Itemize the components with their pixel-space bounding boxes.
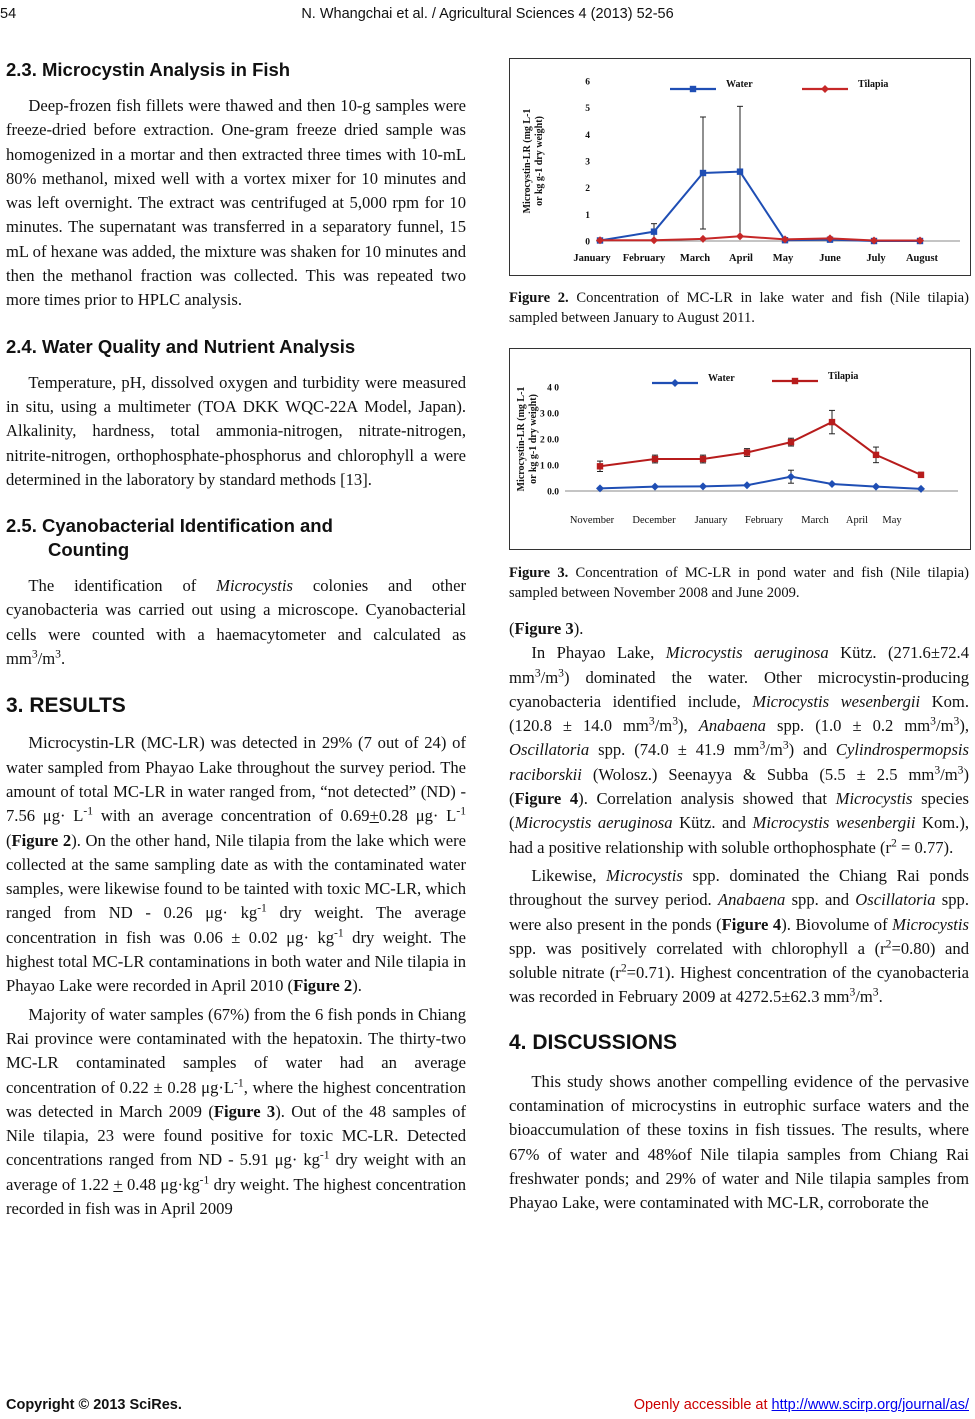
data-point-tilapia — [736, 232, 744, 240]
x-tick-label: November — [569, 515, 615, 526]
data-point-water — [651, 228, 657, 234]
open-access-note: Openly accessible at http://www.scirp.org/journal/as/ — [633, 1397, 969, 1413]
y-tick-label: 4 0 — [547, 383, 559, 394]
legend-label-tilapia: Tilapia — [858, 79, 889, 90]
legend-label-water: Water — [726, 79, 753, 90]
figure-3-box — [509, 348, 971, 550]
y-axis-label — [516, 387, 539, 492]
data-point-tilapia — [744, 449, 750, 455]
y-tick-label: 6 — [585, 77, 590, 88]
data-point-tilapia — [873, 452, 879, 458]
data-point-tilapia — [918, 472, 924, 478]
y-tick-label: 2 — [585, 184, 590, 195]
results-paragraph-1: Microcystin-LR (MC-LR) was detected in 29% (7 out of 24) of water sampled from Phayao Lake throughout the survey period. The amount of total MC-LR in water ranged from, “not detected” (ND) - 7.56 $\mu g\cdot L^{-1}$ with an average concentration of 0.69+0.28 $\mu g\cdot L^{-1}$ (Figure 2). On the other hand, Nile tilapia from the lake which were collected at the same sampling date as with the contaminated water samples, were likewise found to be tainted with toxic MC-LR, which ranged from ND - 0.26 $\mu g\cdot kg^{-1}$ dry weight. The average concentration in fish was 0.06 ± 0.02 $\mu g\cdot kg^{-1}$ dry weight. The highest total MC-LR contaminations in both water and Nile tilapia in Phayao Lake were recorded in April 2010 (Figure 2). — [6, 733, 467, 996]
data-point-water — [651, 483, 659, 491]
y-tick-label: 4 — [585, 130, 590, 141]
y-tick-label: 1 0.0 — [540, 461, 559, 472]
legend-marker-tilapia — [792, 378, 798, 384]
x-tick-label: January — [694, 515, 728, 526]
data-point-water — [872, 483, 880, 491]
data-point-tilapia — [652, 456, 658, 462]
x-tick-label: February — [622, 253, 666, 264]
legend-label-tilapia: Tilapia — [828, 371, 859, 382]
section-2-5-title: 2.5. Cyanobacterial Identification and Counting — [6, 515, 333, 561]
section-2-3-paragraph: Deep-frozen fish fillets were thawed and then 10-g samples were freeze-dried before extraction. One-gram freeze dried sample was homogenized in a mortar and then extracted three times with 10-mL 80% methanol, mixed well with a vortex mixer for 10 minutes and was left overnight. The extract was centrifuged at 5,000 rpm for 10 minutes. The supernatant was transferred in a separatory funnel, 15 mL of hexane was added, the mixture was shaken for 10 minutes and then the methanol fraction was collected. This was repeated two more times prior to HPLC analysis. — [6, 96, 466, 310]
section-4-title: 4. DISCUSSIONS — [509, 1030, 678, 1054]
data-point-water — [917, 485, 925, 493]
figure-3-ref-line: (Figure 3). — [509, 619, 584, 638]
x-tick-label: April — [729, 253, 753, 264]
journal-link[interactable]: http://www.scirp.org/journal/as/ — [771, 1397, 969, 1413]
data-point-tilapia — [650, 236, 658, 244]
y-axis-label-line-1: Microcystin-LR (mg L-1 — [522, 108, 533, 214]
x-tick-label: March — [801, 515, 829, 526]
data-point-water — [700, 170, 706, 176]
y-tick-label: 3 — [585, 157, 590, 168]
data-point-water — [743, 481, 751, 489]
data-point-tilapia — [700, 456, 706, 462]
running-title: N. Whangchai et al. / Agricultural Sciences 4 (2013) 52-56 — [301, 6, 674, 22]
legend-marker-tilapia — [821, 85, 829, 93]
y-axis-label — [522, 109, 545, 214]
y-tick-label: 0 — [585, 237, 590, 248]
y-axis-label-line-2: or kg g-1 dry weight) — [534, 116, 545, 206]
series-line-water — [600, 172, 920, 241]
y-tick-label: 5 — [585, 104, 590, 115]
section-3-title: 3. RESULTS — [6, 694, 126, 718]
y-axis-label-line-1: Microcystin-LR (mg L-1 — [516, 386, 527, 492]
page-number: 54 — [0, 6, 17, 22]
y-tick-label: 1 — [585, 210, 590, 221]
legend-marker-water — [671, 379, 679, 387]
figure-2-box — [509, 58, 971, 276]
legend-marker-water — [690, 86, 696, 92]
figure-2-ref: Figure 2 — [293, 976, 353, 996]
figure-3-ref: Figure 3 — [213, 1101, 276, 1121]
discussion-paragraph: This study shows another compelling evidence of the pervasive contamination of microcystins in eutrophic surface waters and the bioaccumulation of these toxins in fish tissues. The results, where 67% of water and 48%of Nile tilapia samples from Chiang Rai freshwater ponds; and 29% of water and Nile tilapia samples from Phayao Lake, were contaminated with MC-LR, corroborate the — [509, 1071, 969, 1213]
x-tick-label: March — [679, 253, 711, 264]
copyright: Copyright © 2013 SciRes. — [6, 1397, 182, 1413]
x-tick-label: May — [882, 515, 902, 526]
x-tick-label: April — [845, 515, 869, 526]
series-line-tilapia — [600, 422, 921, 475]
legend-label-water: Water — [708, 373, 735, 384]
section-2-4-paragraph: Temperature, pH, dissolved oxygen and turbidity were measured in situ, using a multimeter (TOA DKK WQC-22A Model, Japan). Alkalinity, hardness, total ammonia-nitrogen, nitrate-nitrogen, nitrite-nitrogen, orthophosphate-phosphorus and chlorophyll a were determined in the laboratory by standard methods [13]. — [6, 372, 466, 489]
section-2-3-title: 2.3. Microcystin Analysis in Fish — [6, 59, 291, 80]
data-point-tilapia — [829, 419, 835, 425]
y-axis-label-line-2: or kg g-1 dry weight) — [528, 394, 539, 484]
data-point-water — [737, 168, 743, 174]
data-point-tilapia — [788, 439, 794, 445]
x-tick-label: January — [573, 253, 611, 264]
data-point-tilapia — [597, 463, 603, 469]
x-tick-label: February — [745, 515, 783, 526]
section-2-5-paragraph: The identification of Microcystis colonies and other cyanobacteria was carried out using a microscope. Cyanobacterial cells were counted with a haemacytometer and calculated as $mm^3/m^3$. — [6, 576, 466, 669]
page-header — [0, 6, 975, 26]
right-column — [509, 58, 969, 1216]
figure-3-chart — [510, 349, 970, 549]
figure-2-ref: Figure 2 — [11, 830, 72, 850]
figure-2-caption: Figure 2. Concentration of MC-LR in lake water and fish (Nile tilapia) sampled between January to August 2011. — [509, 290, 969, 326]
section-2-4-title: 2.4. Water Quality and Nutrient Analysis — [6, 335, 356, 357]
y-tick-label: 2 0.0 — [540, 435, 559, 446]
figure-2-chart — [510, 59, 970, 275]
y-tick-label: 3 0.0 — [540, 409, 559, 420]
figure-3-caption: Figure 3. Concentration of MC-LR in pond water and fish (Nile tilapia) sampled between November 2008 and June 2009. — [509, 565, 969, 601]
data-point-water — [828, 480, 836, 488]
x-tick-label: May — [772, 253, 794, 264]
data-point-water — [699, 482, 707, 490]
results-paragraph-2: Majority of water samples (67%) from the 6 fish ponds in Chiang Rai province were contaminated with the hepatoxin. The thirty-two MC-LR contaminated samples of water had an average concentration of 0.22 ± 0.28 $\mu g\cdot L^{-1}$, where the highest concentration was detected in March 2009 (Figure 3). Out of the 48 samples of Nile tilapia, 23 were found positive for toxic MC-LR. Detected concentrations ranged from ND - 5.91 $\mu g\cdot kg^{-1}$ dry weight with an average of 1.22 + 0.48 $\mu g\cdot kg^{-1}$ dry weight. The highest concentration recorded in fish was in April 2009 — [6, 1004, 466, 1218]
data-point-water — [787, 473, 795, 481]
x-tick-label: June — [819, 253, 841, 264]
chiang-rai-paragraph: Likewise, Microcystis spp. dominated the Chiang Rai ponds throughout the survey period. Anabaena spp. and Oscillatoria spp. were also present in the ponds (Figure 4). Biovolume of Microcystis spp. was positively correlated with chlorophyll a $(r^2=0.80)$ and soluble nitrate $(r^2=0.71)$. Highest concentration of the cyanobacteria was recorded in February 2009 at 4272.5±62.3 $mm^3/m^3$. — [509, 865, 970, 1007]
x-tick-label: July — [866, 253, 886, 264]
left-column — [6, 55, 466, 1221]
phayao-paragraph: In Phayao Lake, Microcystis aeruginosa Kütz. (271.6±72.4 $mm^3/m^3$) dominated the water. Other microcystin-producing cyanobacteria identified include, Microcystis wesenbergii Kom. (120.8 ± 14.0 $mm^3/m^3$), Anabaena spp. (1.0 ± 0.2 $mm^3/m^3$), Oscillatoria spp. (74.0 ± 41.9 $mm^3/m^3$) and Cylindrospermopsis raciborskii (Wolosz.) Seenayya & Subba (5.5 ± 2.5 $mm^3/m^3$) (Figure 4). Correlation analysis showed that Microcystis species (Microcystis aeruginosa Kütz. and Microcystis wesenbergii Kom.), had a positive relationship with soluble orthophosphate $(r^2 = 0.77)$. — [509, 643, 970, 857]
y-tick-label: 0.0 — [547, 487, 559, 498]
x-tick-label: December — [632, 515, 676, 526]
page-footer — [0, 1397, 975, 1417]
data-point-tilapia — [699, 235, 707, 243]
x-tick-label: August — [905, 253, 939, 264]
